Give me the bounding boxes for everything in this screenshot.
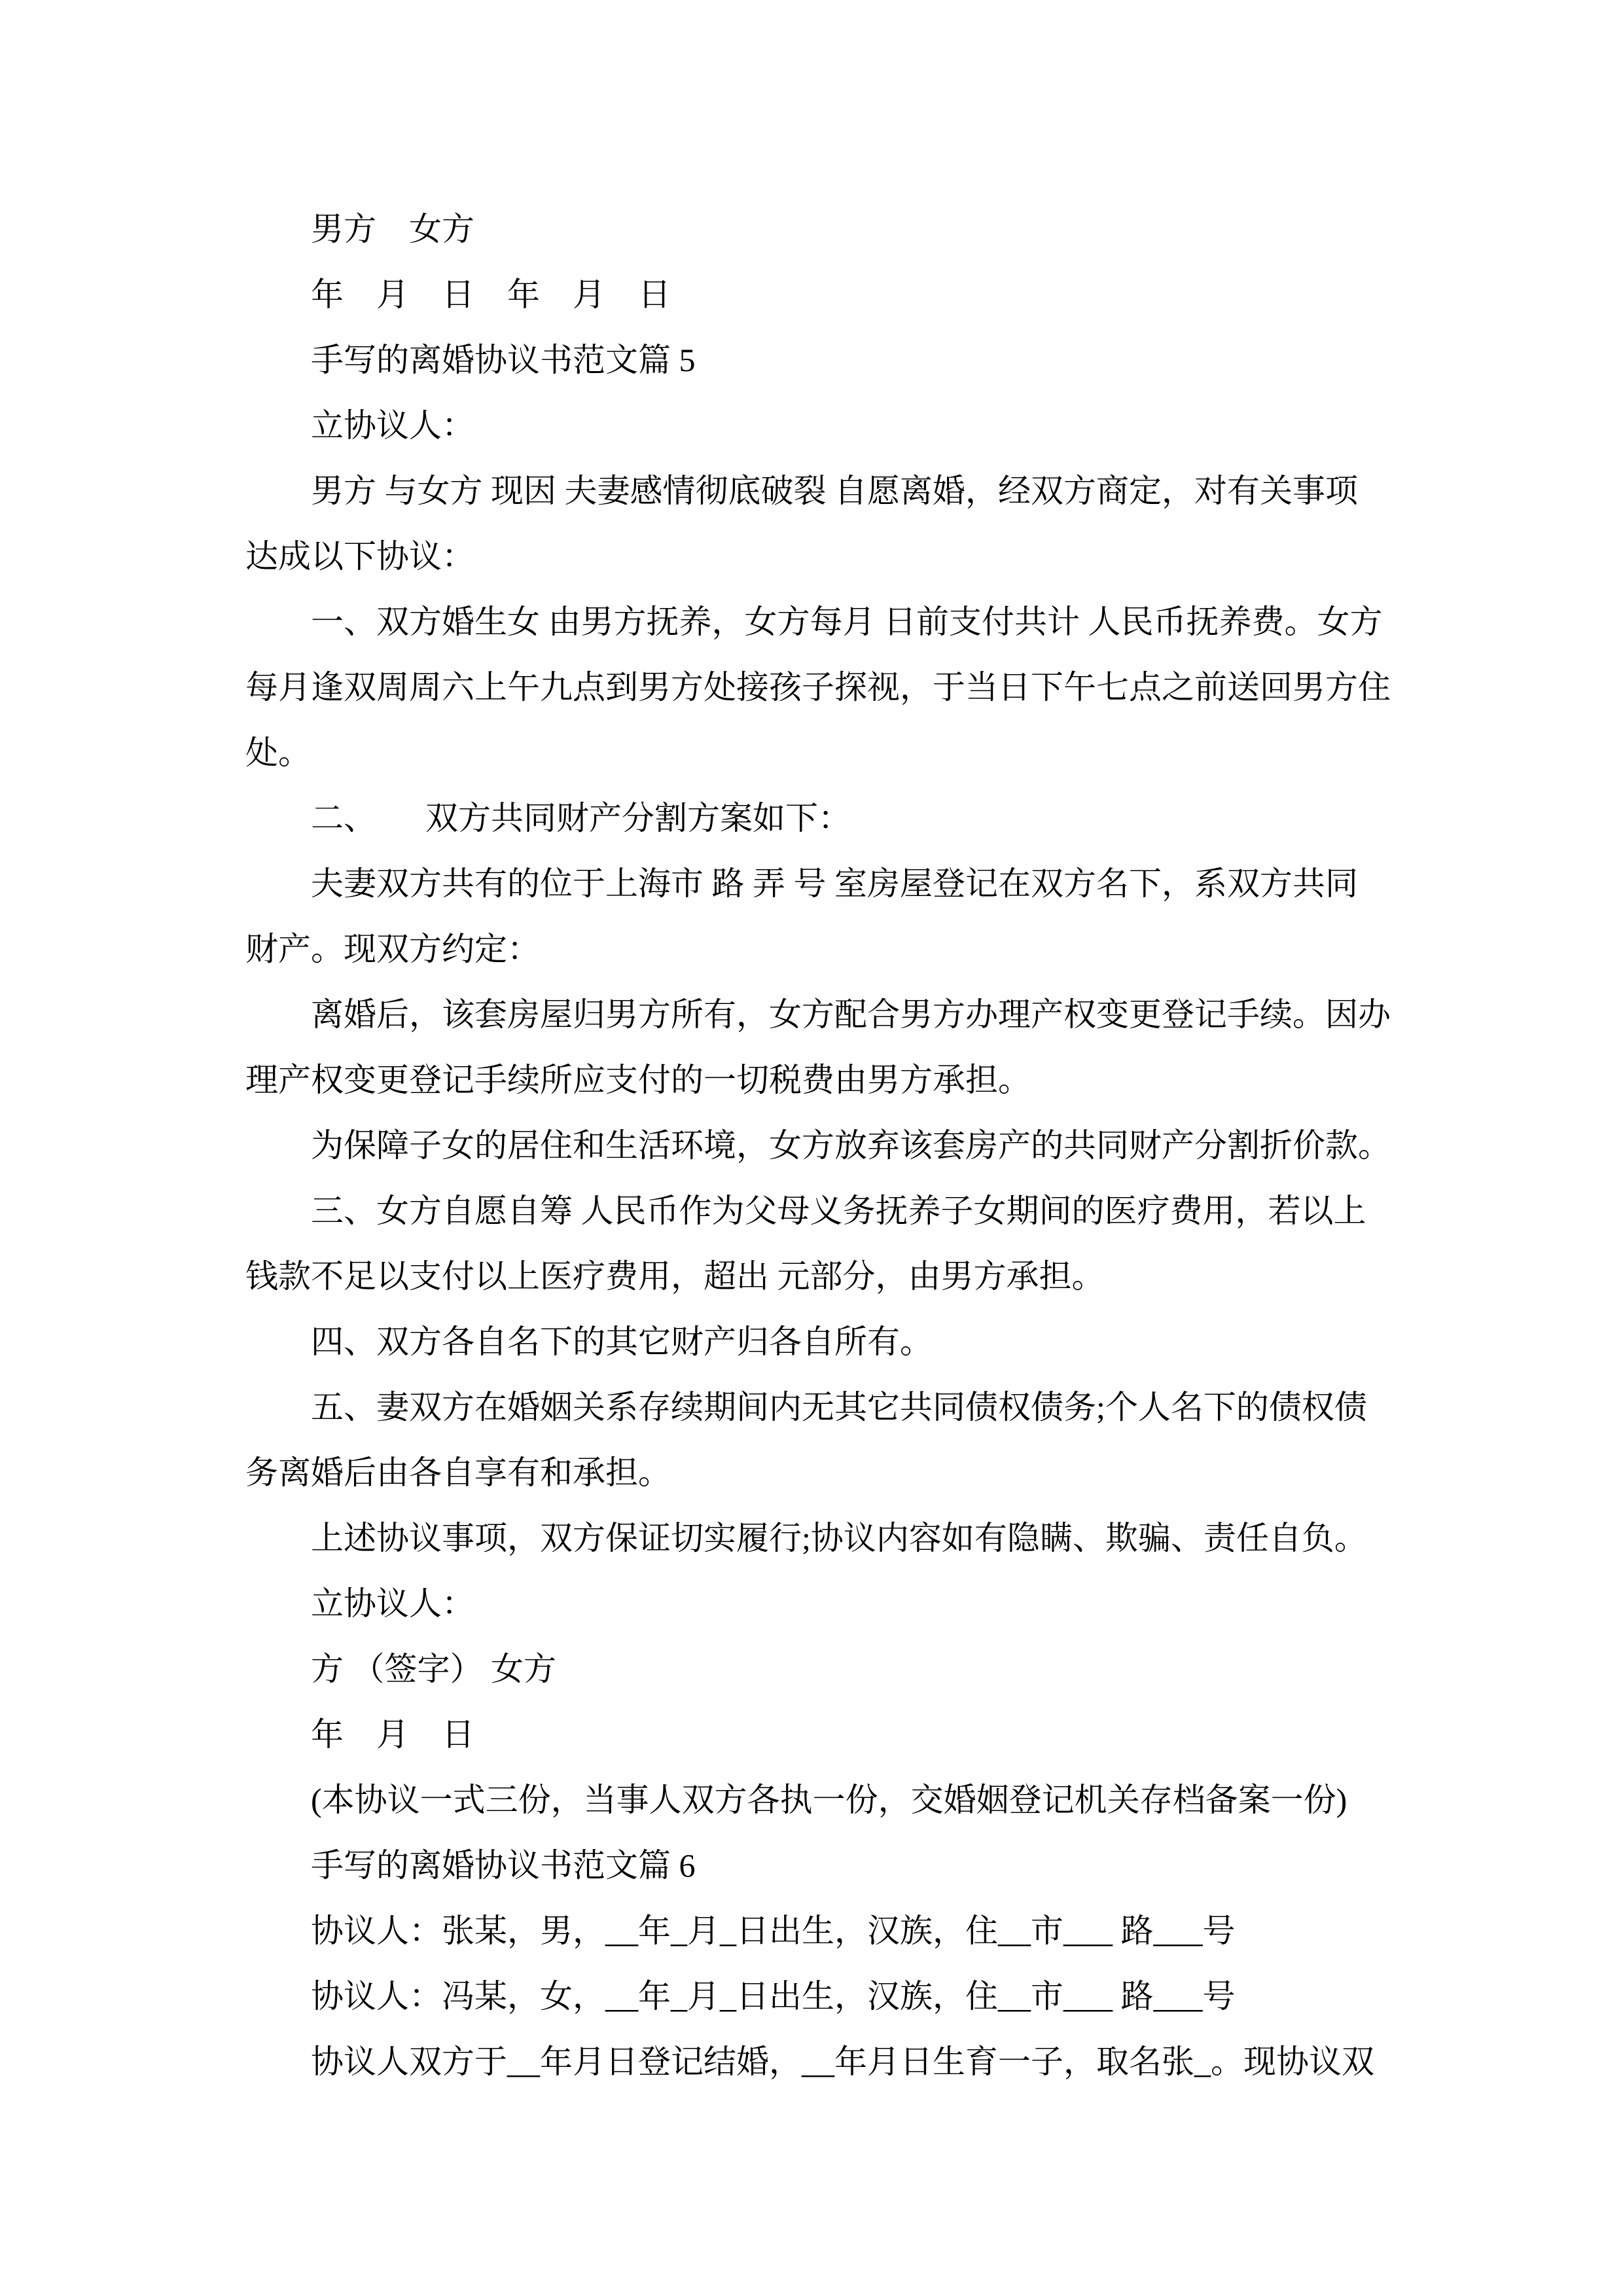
text-line: 方 （签字） 女方 [311, 1651, 556, 1687]
text-line: 手写的离婚协议书范文篇 6 [311, 1847, 696, 1884]
document-text-block [245, 196, 1417, 2094]
text-line: 协议人：张某，男，__年_月_日出生，汉族，住__市___ 路___号 [311, 1912, 1236, 1949]
text-line: 务离婚后由各自享有和承担。 [245, 1454, 671, 1491]
text-line: 财产。现双方约定： [245, 931, 540, 967]
text-line: 立协议人： [311, 1585, 474, 1622]
text-line: 协议人双方于__年月日登记结婚，__年月日生育一子，取名张_。现协议双 [311, 2043, 1374, 2080]
text-line: 一、双方婚生女 由男方抚养，女方每月 日前支付共计 人民币抚养费。女方 [311, 603, 1383, 640]
text-line: 立协议人： [311, 407, 474, 444]
text-line: 夫妻双方共有的位于上海市 路 弄 号 室房屋登记在双方名下，系双方共同 [311, 865, 1358, 902]
text-line: 理产权变更登记手续所应支付的一切税费由男方承担。 [245, 1062, 1031, 1098]
text-line: 手写的离婚协议书范文篇 5 [311, 342, 696, 378]
text-line: 处。 [245, 734, 311, 771]
text-line: 二、 双方共同财产分割方案如下： [311, 800, 851, 836]
text-line: 协议人：冯某，女，__年_月_日出生，汉族，住__市___ 路___号 [311, 1978, 1236, 2015]
text-line: (本协议一式三份，当事人双方各执一份，交婚姻登记机关存档备案一份) [311, 1782, 1347, 1818]
text-line: 每月逢双周周六上午九点到男方处接孩子探视，于当日下午七点之前送回男方住 [245, 669, 1391, 706]
text-line: 达成以下协议： [245, 538, 474, 575]
text-line: 钱款不足以支付以上医疗费用，超出 元部分，由男方承担。 [245, 1258, 1105, 1295]
text-line: 年 月 日 年 月 日 [311, 276, 671, 313]
text-line: 男方 女方 [311, 211, 474, 247]
text-line: 为保障子女的居住和生活环境，女方放弃该套房产的共同财产分割折价款。 [311, 1127, 1391, 1164]
text-line: 离婚后，该套房屋归男方所有，女方配合男方办理产权变更登记手续。因办 [311, 996, 1391, 1033]
text-line: 三、女方自愿自筹 人民币作为父母义务抚养子女期间的医疗费用，若以上 [311, 1193, 1366, 1229]
text-line: 四、双方各自名下的其它财产归各自所有。 [311, 1323, 933, 1360]
text-line: 上述协议事项，双方保证切实履行;协议内容如有隐瞒、欺骗、责任自负。 [311, 1520, 1367, 1556]
text-line: 五、妻双方在婚姻关系存续期间内无其它共同债权债务;个人名下的债权债 [311, 1389, 1367, 1426]
text-line: 年 月 日 [311, 1716, 474, 1753]
text-line: 男方 与女方 现因 夫妻感情彻底破裂 自愿离婚，经双方商定，对有关事项 [311, 473, 1358, 509]
